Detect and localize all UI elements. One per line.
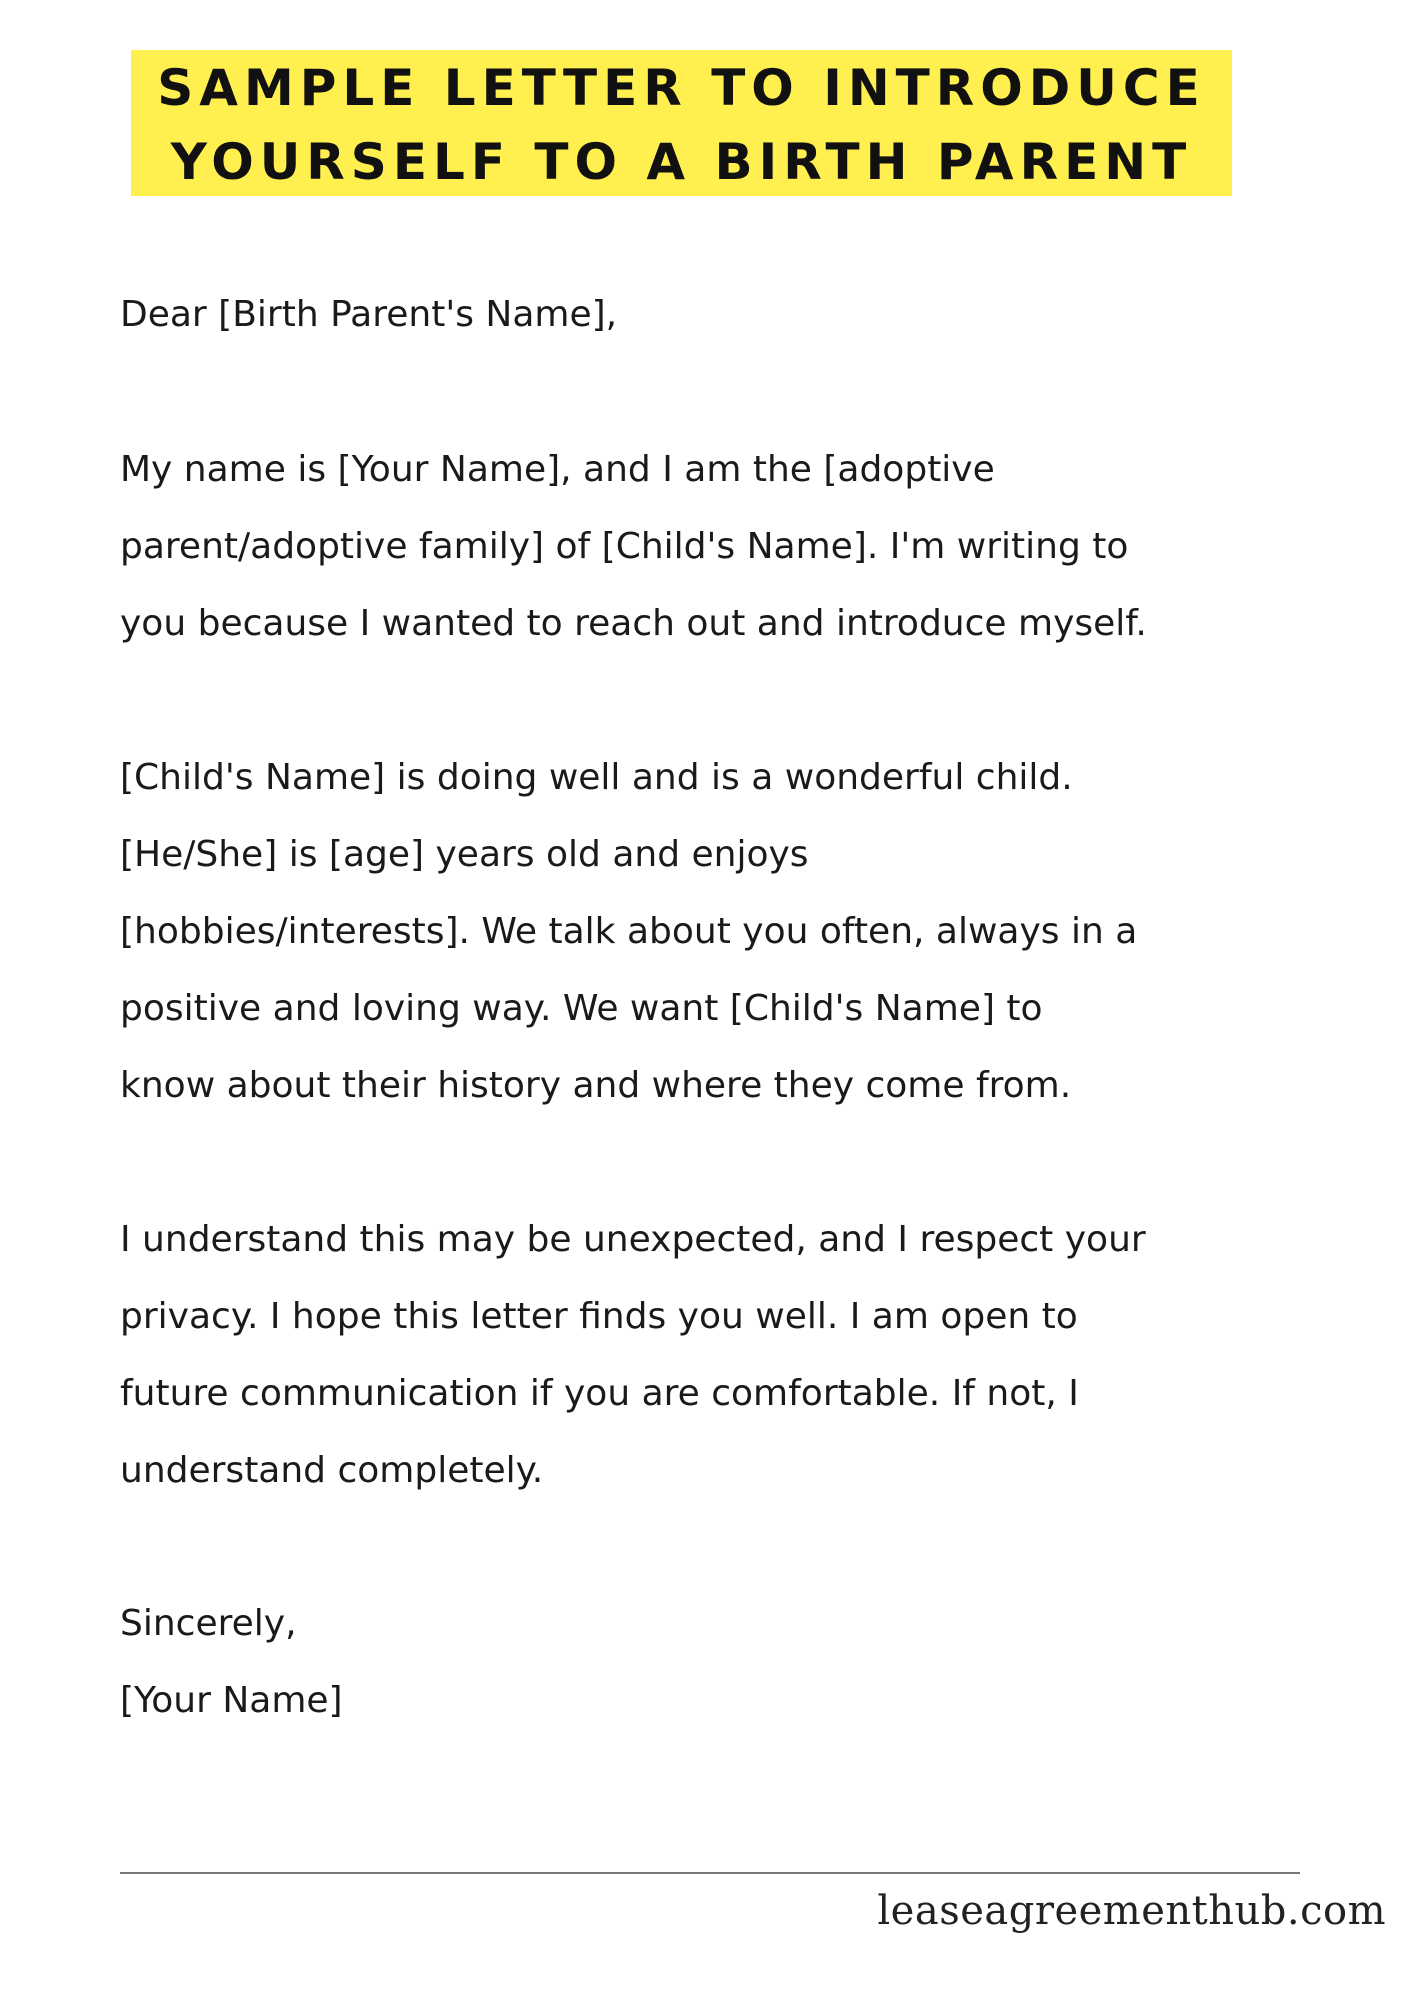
- letter-paragraph-2: [120, 739, 1360, 1124]
- letter-closing: Sincerely,: [120, 1603, 297, 1644]
- paragraph-3-line: understand completely.: [120, 1450, 544, 1491]
- paragraph-2-line: [Child's Name] is doing well and is a wonderful child.: [120, 757, 1073, 798]
- page-title-line-1: SAMPLE LETTER TO INTRODUCE: [157, 59, 1206, 117]
- paragraph-2-line: [He/She] is [age] years old and enjoys: [120, 834, 809, 875]
- paragraph-2-line: positive and loving way. We want [Child's Name] to: [120, 988, 1043, 1029]
- title-highlight: [131, 50, 1232, 196]
- paragraph-2-line: know about their history and where they come from.: [120, 1065, 1072, 1106]
- footer-website: leaseagreementhub.com: [877, 1888, 1386, 1934]
- letter-signature: [Your Name]: [120, 1680, 343, 1721]
- paragraph-1-line: parent/adoptive family] of [Child's Name]. I'm writing to: [120, 526, 1129, 567]
- paragraph-1-line: you because I wanted to reach out and introduce myself.: [120, 603, 1147, 644]
- letter-salutation: Dear [Birth Parent's Name],: [120, 294, 618, 335]
- page-title-line-2: YOURSELF TO A BIRTH PARENT: [170, 133, 1193, 191]
- footer-divider: [120, 1872, 1300, 1874]
- letter-paragraph-3: [120, 1201, 1360, 1509]
- letter-paragraph-1: [120, 431, 1360, 662]
- paragraph-3-line: privacy. I hope this letter finds you well. I am open to: [120, 1296, 1078, 1337]
- paragraph-2-line: [hobbies/interests]. We talk about you often, always in a: [120, 911, 1138, 952]
- paragraph-3-line: future communication if you are comfortable. If not, I: [120, 1373, 1079, 1414]
- paragraph-1-line: My name is [Your Name], and I am the [adoptive: [120, 449, 995, 490]
- paragraph-3-line: I understand this may be unexpected, and I respect your: [120, 1219, 1146, 1260]
